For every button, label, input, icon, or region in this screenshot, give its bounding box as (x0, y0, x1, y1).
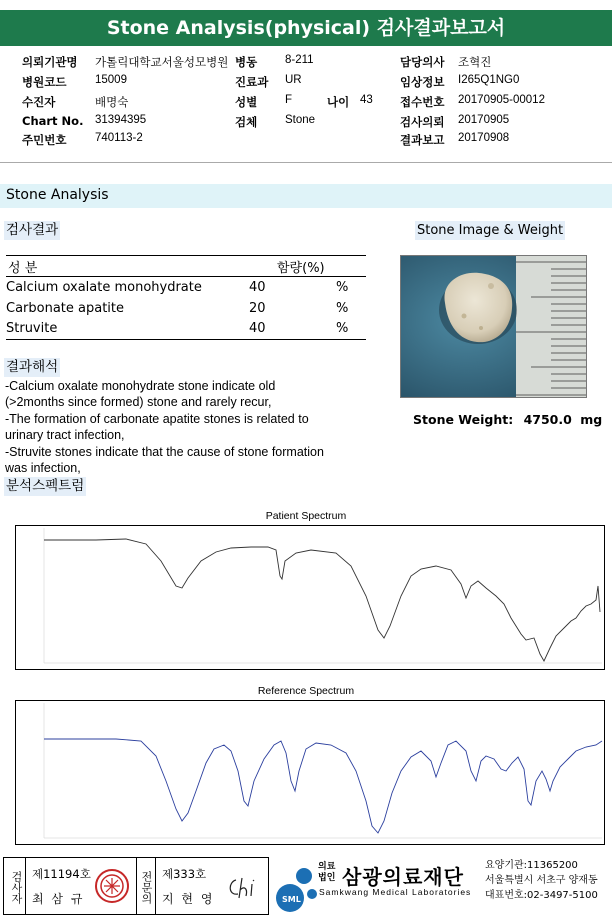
age-value: 43 (360, 94, 373, 106)
org-type-line: 의료 (318, 862, 336, 872)
component-name: Carbonate apatite (6, 300, 125, 316)
table-row (6, 319, 366, 340)
specialist-label: 전문의 (136, 858, 156, 914)
dept-value: UR (285, 74, 302, 86)
hospital-code-value: 15009 (95, 74, 127, 86)
results-table (6, 255, 366, 340)
org-type-line: 법인 (318, 873, 336, 883)
component-name: Struvite (6, 319, 249, 340)
org-address: 서울특별시 서초구 양재동 (485, 875, 598, 886)
inspector-label: 검사자 (4, 858, 26, 914)
spectrum-heading: 분석스펙트럼 (6, 478, 85, 494)
footer (0, 852, 612, 924)
doctor-label: 담당의사 (400, 55, 445, 69)
report-title: Stone Analysis(physical) 검사결과보고서 (0, 10, 612, 46)
rrn-label: 주민번호 (22, 133, 67, 147)
table-row (6, 277, 366, 298)
inspector-seal-icon (94, 868, 130, 904)
request-label: 검사의뢰 (400, 115, 445, 129)
patient-spectrum-svg (16, 526, 604, 669)
receipt-label: 접수번호 (400, 95, 445, 109)
logo-text: SML (282, 895, 301, 904)
sml-logo-icon (270, 856, 320, 916)
weight-unit: mg (580, 412, 603, 427)
table-row (6, 298, 366, 319)
request-value: 20170905 (458, 114, 510, 126)
specialist-signature-icon (226, 874, 264, 904)
interpretation-heading: 결과해석 (6, 359, 59, 375)
report-value: 20170908 (458, 132, 510, 144)
org-phone: 대표번호:02-3497-5100 (485, 890, 598, 901)
section-band (0, 184, 612, 208)
inspector-name: 최 삼 규 (32, 892, 85, 906)
reference-spectrum-plot (15, 700, 605, 845)
component-unit: % (336, 300, 349, 316)
reference-spectrum-line (44, 739, 602, 833)
clinical-value: I265Q1NG0 (458, 74, 520, 86)
col-content: 함량(%) (249, 256, 366, 277)
receipt-value: 20170905-00012 (458, 94, 545, 106)
org-contact (485, 858, 598, 903)
interpretation-line: was infection, (5, 461, 81, 476)
specialist-name: 지 현 영 (162, 892, 215, 906)
component-value: 40 (249, 319, 336, 340)
component-unit: % (336, 279, 349, 295)
component-value: 20 (249, 300, 266, 316)
sex-label: 성별 (235, 95, 258, 109)
table-header (6, 256, 366, 277)
component-name: Calcium oxalate monohydrate (6, 279, 202, 295)
sex-value: F (285, 94, 293, 106)
interpretation-line: -The formation of carbonate apatite stones is related to (5, 411, 309, 426)
institution-value: 가톨릭대학교서울성모병원 (95, 57, 229, 69)
patient-spectrum-line (44, 539, 600, 661)
doctor-value: 조혁진 (458, 57, 492, 69)
reference-spectrum-title: Reference Spectrum (257, 685, 355, 697)
dept-label: 진료과 (235, 75, 269, 89)
institution-label: 의뢰기관명 (22, 55, 78, 69)
image-heading: Stone Image & Weight (417, 223, 564, 238)
age-label: 나이 (327, 95, 350, 109)
clinical-label: 임상정보 (400, 75, 445, 89)
section-title: Stone Analysis (6, 187, 109, 203)
org-type (318, 862, 335, 884)
interpretation-line: (>2months since formed) stone and rarely recur, (5, 395, 272, 410)
report-label: 결과보고 (400, 133, 445, 147)
interpretation-line: -Calcium oxalate monohydrate stone indicate old (5, 379, 276, 393)
ward-value: 8-211 (285, 54, 314, 66)
interpretation-line: -Struvite stones indicate that the cause of stone formation (5, 444, 324, 459)
reference-spectrum-svg (16, 701, 604, 844)
weight-label: Stone Weight: (413, 412, 514, 427)
hospital-code-label: 병원코드 (22, 75, 67, 89)
divider (0, 162, 612, 163)
chart-value: 31394395 (95, 114, 147, 126)
rrn-value: 740113-2 (95, 132, 143, 144)
component-value: 40 (249, 279, 266, 295)
patient-label: 수진자 (22, 95, 56, 109)
component-unit: % (336, 319, 366, 340)
test-label: 검체 (235, 115, 258, 129)
stone-photo (400, 255, 587, 398)
interpretation-text (5, 378, 385, 476)
patient-value: 배명숙 (95, 97, 129, 109)
col-component: 성 분 (6, 256, 249, 277)
inspector-license: 제11194호 (32, 867, 91, 881)
chart-label: Chart No. (22, 114, 84, 128)
ward-label: 병동 (235, 55, 258, 69)
test-value: Stone (285, 114, 316, 126)
org-name-en: Samkwang Medical Laboratories (319, 887, 472, 897)
patient-spectrum-title: Patient Spectrum (265, 510, 347, 522)
stone-weight (413, 412, 602, 427)
patient-spectrum-plot (15, 525, 605, 670)
weight-value: 4750.0 (523, 412, 572, 427)
signature-box (3, 857, 269, 915)
specialist-license: 제333호 (162, 867, 207, 881)
org-name: 삼광의료재단 (342, 865, 464, 889)
interpretation-line: urinary tract infection, (5, 428, 125, 443)
results-heading: 검사결과 (6, 222, 59, 238)
org-code: 요양기관:11365200 (485, 860, 578, 871)
